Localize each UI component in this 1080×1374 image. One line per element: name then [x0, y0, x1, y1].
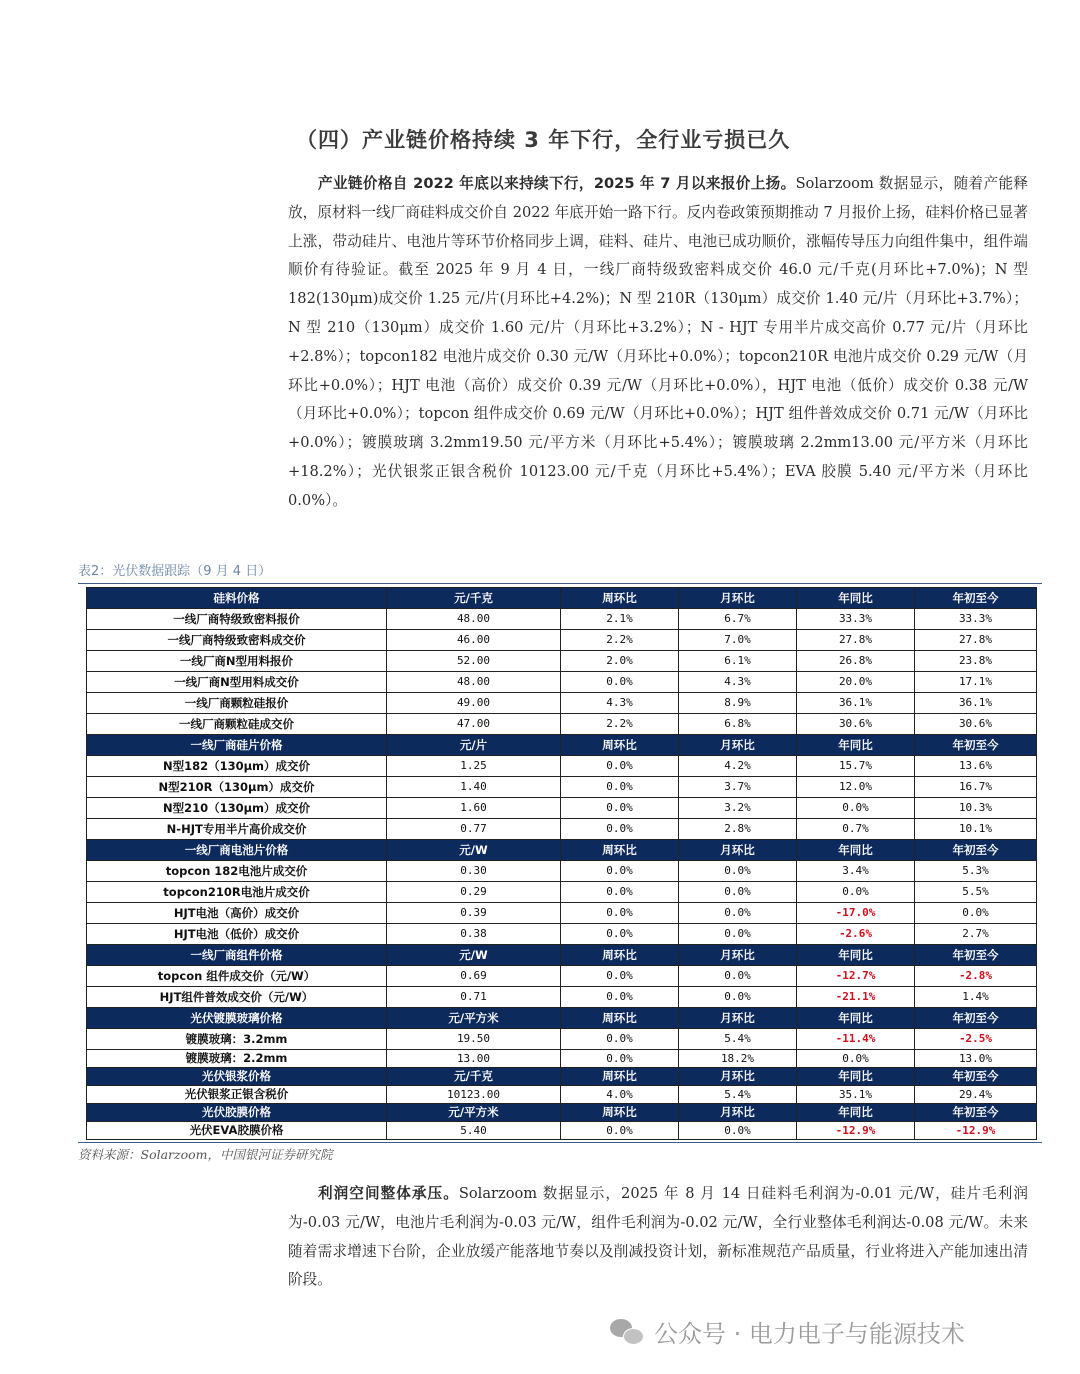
table-cell: -12.7% [797, 966, 915, 987]
column-header: 周环比 [561, 1068, 679, 1086]
table-row [87, 777, 1037, 798]
table-cell: 0.0% [561, 819, 679, 840]
table-cell: 4.0% [561, 1086, 679, 1104]
table-row [87, 798, 1037, 819]
pv-price-table [86, 587, 1037, 1140]
table-cell: 4.3% [679, 672, 797, 693]
row-label: HJT组件普效成交价（元/W） [87, 987, 387, 1008]
section-header-row [87, 735, 1037, 756]
table-row [87, 1122, 1037, 1140]
table-cell: 0.0% [561, 924, 679, 945]
table-cell: 0.0% [679, 987, 797, 1008]
table-cell: 6.8% [679, 714, 797, 735]
column-header: 月环比 [679, 588, 797, 609]
column-header: 月环比 [679, 840, 797, 861]
section-title: 光伏银浆价格 [87, 1068, 387, 1086]
table-row [87, 882, 1037, 903]
table-row [87, 714, 1037, 735]
table-cell: 4.2% [679, 756, 797, 777]
row-label: 一线厂商特级致密料成交价 [87, 630, 387, 651]
table-cell: 0.0% [561, 672, 679, 693]
table-row [87, 987, 1037, 1008]
table-cell: 2.0% [561, 651, 679, 672]
section-heading: （四）产业链价格持续 3 年下行，全行业亏损已久 [296, 128, 791, 152]
column-header: 月环比 [679, 735, 797, 756]
row-label: 一线厂商N型用料成交价 [87, 672, 387, 693]
column-header: 周环比 [561, 1104, 679, 1122]
row-label: 一线厂商颗粒硅报价 [87, 693, 387, 714]
column-header: 年初至今 [915, 1068, 1037, 1086]
table-cell: 5.3% [915, 861, 1037, 882]
row-label: 光伏银浆正银含税价 [87, 1086, 387, 1104]
table-row [87, 861, 1037, 882]
row-label: topcon210R电池片成交价 [87, 882, 387, 903]
table-cell: 3.4% [797, 861, 915, 882]
table-cell: 6.7% [679, 609, 797, 630]
table-cell: 2.2% [561, 630, 679, 651]
wechat-footer [610, 1314, 965, 1349]
table-cell: 0.0% [679, 861, 797, 882]
table-cell: 1.25 [387, 756, 561, 777]
column-header: 年同比 [797, 840, 915, 861]
table-cell: 19.50 [387, 1029, 561, 1050]
table-cell: 0.0% [561, 966, 679, 987]
table-cell: -11.4% [797, 1029, 915, 1050]
row-label: 镀膜玻璃：3.2mm [87, 1029, 387, 1050]
table-cell: 10.3% [915, 798, 1037, 819]
paragraph-body: Solarzoom 数据显示，随着产能释放，原材料一线厂商硅料成交价自 2022 年底开始一路下行。反内卷政策预期推动 7 月报价上扬，硅料价格已显著上涨，带动硅片、电池片等环节价格同步上调，硅料、硅片、电池已成功顺价，涨幅传导压力向组件集中，组件端顺价有待验证。截至 2025 年 9 月 4 日，一线厂商特级致密料成交价 46.0 元/千克(月环比+7.0%)；N 型 182(130μm)成交价 1.25 元/片(月环比+4.2%)；N 型 210R（130μm）成交价 1.40 元/片（月环比+3.7%）；N 型 210（130μm）成交价 1.60 元/片（月环比+3.2%）；N - HJT 专用半片成交高价 0.77 元/片（月环比+2.8%）；topcon182 电池片成交价 0.30 元/W（月环比+0.0%）；topcon210R 电池片成交价 0.29 元/W（月环比+0.0%）；HJT 电池（高价）成交价 0.39 元/W（月环比+0.0%），HJT 电池（低价）成交价 0.38 元/W（月环比+0.0%）；topcon 组件成交价 0.69 元/W（月环比+0.0%）；HJT 组件普效成交价 0.71 元/W（月环比+0.0%）；镀膜玻璃 3.2mm19.50 元/平方米（月环比+5.4%）；镀膜玻璃 2.2mm13.00 元/平方米（月环比+18.2%）；光伏银浆正银含税价 10123.00 元/千克（月环比+5.4%）；EVA 胶膜 5.40 元/平方米（月环比 0.0%）。 [288, 175, 1028, 509]
column-header: 年同比 [797, 1008, 915, 1029]
table-cell: 49.00 [387, 693, 561, 714]
table-cell: 0.71 [387, 987, 561, 1008]
table-cell: 0.0% [915, 903, 1037, 924]
table-cell: 33.3% [797, 609, 915, 630]
table-cell: 2.2% [561, 714, 679, 735]
source-note: 资料来源：Solarzoom，中国银河证券研究院 [78, 1147, 333, 1162]
table-row [87, 966, 1037, 987]
table-cell: 12.0% [797, 777, 915, 798]
table-cell: 8.9% [679, 693, 797, 714]
section-title: 光伏镀膜玻璃价格 [87, 1008, 387, 1029]
table-cell: 0.0% [797, 1050, 915, 1068]
table-caption: 表2：光伏数据跟踪（9 月 4 日） [78, 564, 272, 579]
column-header: 元/W [387, 840, 561, 861]
table-cell: 27.8% [797, 630, 915, 651]
table-cell: 0.0% [679, 882, 797, 903]
table-cell: 13.0% [915, 1050, 1037, 1068]
table-cell: 26.8% [797, 651, 915, 672]
table-cell: 10123.00 [387, 1086, 561, 1104]
table-cell: 48.00 [387, 672, 561, 693]
column-header: 年同比 [797, 735, 915, 756]
table-cell: 0.0% [561, 1029, 679, 1050]
paragraph-price-trend [288, 170, 1028, 516]
table-cell: 18.2% [679, 1050, 797, 1068]
table-row [87, 1050, 1037, 1068]
table-cell: 0.0% [679, 966, 797, 987]
row-label: topcon 组件成交价（元/W） [87, 966, 387, 987]
table-row [87, 609, 1037, 630]
column-header: 年同比 [797, 1104, 915, 1122]
table-cell: 30.6% [915, 714, 1037, 735]
column-header: 月环比 [679, 945, 797, 966]
table-cell: -21.1% [797, 987, 915, 1008]
column-header: 周环比 [561, 588, 679, 609]
table-cell: 0.77 [387, 819, 561, 840]
table-cell: 48.00 [387, 609, 561, 630]
table-row [87, 651, 1037, 672]
table-cell: 7.0% [679, 630, 797, 651]
row-label: N-HJT专用半片高价成交价 [87, 819, 387, 840]
section-title: 硅料价格 [87, 588, 387, 609]
table-cell: 47.00 [387, 714, 561, 735]
table-cell: 13.00 [387, 1050, 561, 1068]
table-row [87, 1029, 1037, 1050]
table-cell: 36.1% [797, 693, 915, 714]
table-cell: 5.40 [387, 1122, 561, 1140]
section-header-row [87, 1008, 1037, 1029]
table-cell: -2.6% [797, 924, 915, 945]
table-cell: 0.39 [387, 903, 561, 924]
column-header: 年同比 [797, 945, 915, 966]
column-header: 年同比 [797, 588, 915, 609]
table-cell: 27.8% [915, 630, 1037, 651]
table-cell: 0.69 [387, 966, 561, 987]
table-cell: 10.1% [915, 819, 1037, 840]
column-header: 年初至今 [915, 945, 1037, 966]
table-cell: 3.7% [679, 777, 797, 798]
table-cell: 0.0% [561, 756, 679, 777]
column-header: 月环比 [679, 1008, 797, 1029]
column-header: 元/片 [387, 735, 561, 756]
table-cell: 52.00 [387, 651, 561, 672]
column-header: 年初至今 [915, 1008, 1037, 1029]
section-header-row [87, 945, 1037, 966]
table-cell: 33.3% [915, 609, 1037, 630]
table-cell: 0.0% [679, 1122, 797, 1140]
table-cell: 0.0% [679, 924, 797, 945]
table-cell: 36.1% [915, 693, 1037, 714]
row-label: N型210（130μm）成交价 [87, 798, 387, 819]
column-header: 年同比 [797, 1068, 915, 1086]
table-row [87, 924, 1037, 945]
table-cell: 17.1% [915, 672, 1037, 693]
table-row [87, 672, 1037, 693]
section-header-row [87, 840, 1037, 861]
section-header-row [87, 1104, 1037, 1122]
section-header-row [87, 1068, 1037, 1086]
table-cell: -12.9% [797, 1122, 915, 1140]
row-label: topcon 182电池片成交价 [87, 861, 387, 882]
table-cell: 0.0% [561, 861, 679, 882]
table-cell: 0.30 [387, 861, 561, 882]
table-cell: 1.60 [387, 798, 561, 819]
section-title: 一线厂商组件价格 [87, 945, 387, 966]
column-header: 元/平方米 [387, 1008, 561, 1029]
column-header: 年初至今 [915, 840, 1037, 861]
column-header: 周环比 [561, 945, 679, 966]
column-header: 周环比 [561, 735, 679, 756]
table-cell: 13.6% [915, 756, 1037, 777]
paragraph-profit [288, 1180, 1028, 1295]
section-title: 一线厂商电池片价格 [87, 840, 387, 861]
source-divider [78, 1142, 1042, 1143]
table-cell: -12.9% [915, 1122, 1037, 1140]
row-label: 镀膜玻璃：2.2mm [87, 1050, 387, 1068]
row-label: HJT电池（低价）成交价 [87, 924, 387, 945]
table-cell: 5.4% [679, 1029, 797, 1050]
table-cell: 0.0% [561, 987, 679, 1008]
table-cell: 16.7% [915, 777, 1037, 798]
table-cell: 30.6% [797, 714, 915, 735]
column-header: 周环比 [561, 1008, 679, 1029]
row-label: HJT电池（高价）成交价 [87, 903, 387, 924]
table-cell: 23.8% [915, 651, 1037, 672]
caption-divider [78, 583, 1042, 584]
table-cell: 4.3% [561, 693, 679, 714]
table-cell: 0.0% [561, 1122, 679, 1140]
table-cell: 2.8% [679, 819, 797, 840]
table-cell: 0.0% [561, 882, 679, 903]
column-header: 月环比 [679, 1104, 797, 1122]
table-cell: 20.0% [797, 672, 915, 693]
section-title: 一线厂商硅片价格 [87, 735, 387, 756]
table-cell: -17.0% [797, 903, 915, 924]
column-header: 元/千克 [387, 1068, 561, 1086]
paragraph-lead: 利润空间整体承压。 [318, 1185, 459, 1202]
paragraph-lead: 产业链价格自 2022 年底以来持续下行，2025 年 7 月以来报价上扬。 [318, 175, 796, 192]
table-cell: 5.5% [915, 882, 1037, 903]
table-cell: 3.2% [679, 798, 797, 819]
wechat-icon [610, 1317, 644, 1347]
table-row [87, 1086, 1037, 1104]
table-cell: 46.00 [387, 630, 561, 651]
table-row [87, 630, 1037, 651]
row-label: 光伏EVA胶膜价格 [87, 1122, 387, 1140]
table-cell: 0.7% [797, 819, 915, 840]
table-cell: 0.0% [679, 903, 797, 924]
table-row [87, 693, 1037, 714]
table-cell: 35.1% [797, 1086, 915, 1104]
column-header: 元/千克 [387, 588, 561, 609]
column-header: 年初至今 [915, 735, 1037, 756]
row-label: 一线厂商N型用料报价 [87, 651, 387, 672]
table-row [87, 819, 1037, 840]
table-cell: 0.0% [797, 882, 915, 903]
row-label: N型182（130μm）成交价 [87, 756, 387, 777]
table-cell: 0.29 [387, 882, 561, 903]
table-row [87, 756, 1037, 777]
table-cell: -2.8% [915, 966, 1037, 987]
table-cell: 0.0% [561, 798, 679, 819]
row-label: 一线厂商特级致密料报价 [87, 609, 387, 630]
table-cell: 15.7% [797, 756, 915, 777]
table-cell: 29.4% [915, 1086, 1037, 1104]
column-header: 周环比 [561, 840, 679, 861]
table-cell: 2.1% [561, 609, 679, 630]
row-label: N型210R（130μm）成交价 [87, 777, 387, 798]
table-cell: 0.0% [561, 1050, 679, 1068]
table-cell: -2.5% [915, 1029, 1037, 1050]
table-cell: 0.0% [561, 903, 679, 924]
table-cell: 2.7% [915, 924, 1037, 945]
column-header: 年初至今 [915, 1104, 1037, 1122]
row-label: 一线厂商颗粒硅成交价 [87, 714, 387, 735]
table-cell: 6.1% [679, 651, 797, 672]
table-cell: 5.4% [679, 1086, 797, 1104]
section-header-row [87, 588, 1037, 609]
paragraph-body: Solarzoom 数据显示，2025 年 8 月 14 日硅料毛利润为-0.01 元/W，硅片毛利润为-0.03 元/W，电池片毛利润为-0.03 元/W，组件毛利润为-0.02 元/W，全行业整体毛利润达-0.08 元/W。未来随着需求增速下台阶，企业放缓产能落地节奏以及削减投资计划，新标准规范产品质量，行业将进入产能加速出清阶段。 [288, 1185, 1028, 1289]
table-cell: 1.4% [915, 987, 1037, 1008]
table-cell: 0.38 [387, 924, 561, 945]
footer-text: 公众号 · 电力电子与能源技术 [654, 1320, 965, 1348]
table-cell: 1.40 [387, 777, 561, 798]
column-header: 年初至今 [915, 588, 1037, 609]
table-row [87, 903, 1037, 924]
column-header: 月环比 [679, 1068, 797, 1086]
table-cell: 0.0% [797, 798, 915, 819]
section-title: 光伏胶膜价格 [87, 1104, 387, 1122]
column-header: 元/平方米 [387, 1104, 561, 1122]
table-cell: 0.0% [561, 777, 679, 798]
column-header: 元/W [387, 945, 561, 966]
